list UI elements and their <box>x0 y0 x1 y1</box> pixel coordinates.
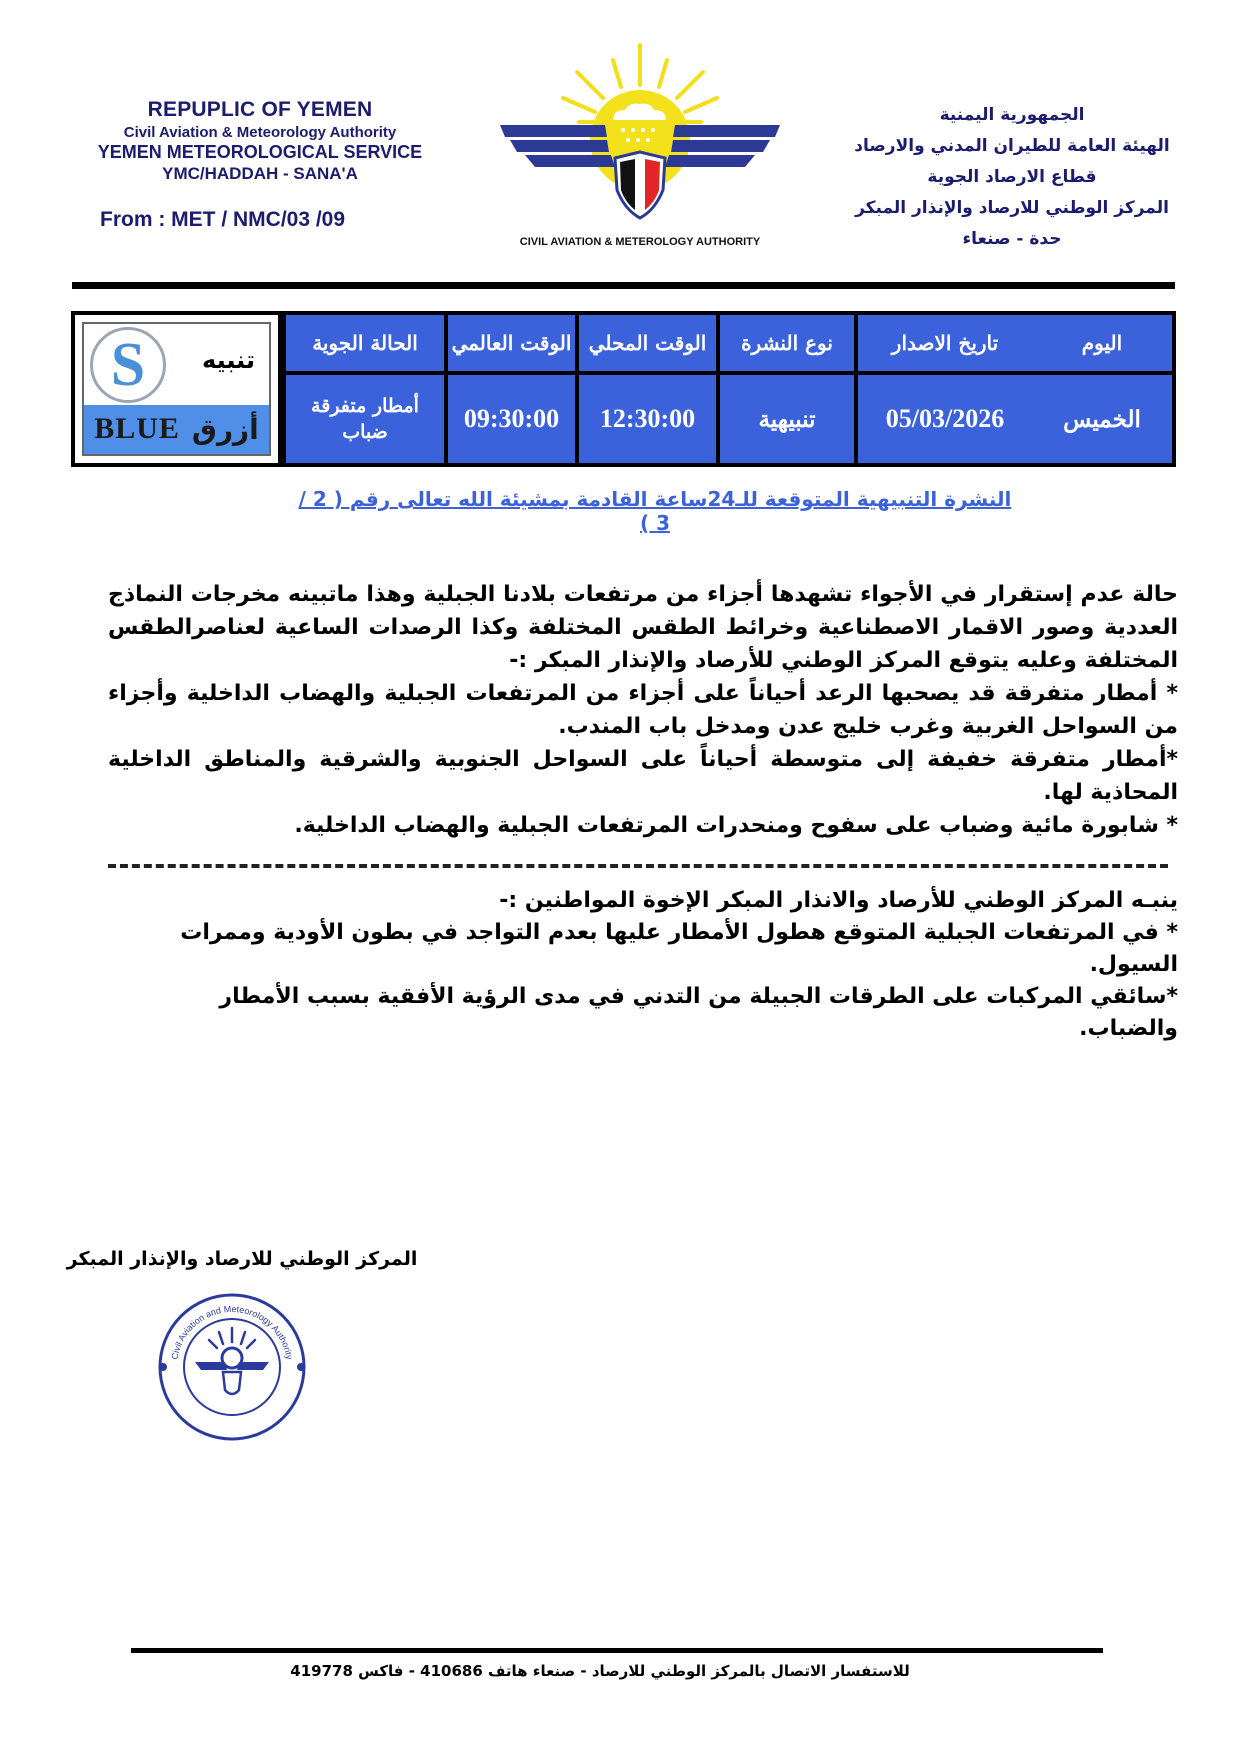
warning-intro: ينبـه المركز الوطني للأرصاد والانذار المبكر الإخوة المواطنين :- <box>499 888 1178 913</box>
authority-name: Civil Aviation & Meteorology Authority <box>123 124 397 141</box>
bulletin-title: النشرة التنبيهية المتوقعة للـ24ساعة القادمة بمشيئة الله تعالى رقم ( 2 / 3 ) <box>298 487 1012 535</box>
svg-text:Civil Aviation and Meteorology: Civil Aviation and Meteorology Authority <box>169 1303 295 1361</box>
column-header: تاريخ الاصدار <box>858 315 1032 375</box>
table-columns <box>282 315 1172 463</box>
official-stamp <box>155 1290 310 1445</box>
forecast-intro: حالة عدم إستقرار في الأجواء تشهدها أجزاء من مرتفعات بلادنا الجبلية وهذا ماتبينه مخرجات النماذج العددية وصور الاقمار الاصطناعية وخرائط الطقس المختلفة وكذا الرصدات الساعية لعناصرالطقس المختلفة وعليه يتوقع المركز الوطني للأرصاد والإنذار المبكر :- <box>108 582 1178 673</box>
country-name: REPUPLIC OF YEMEN <box>147 98 373 121</box>
footer-contact: للاستفسار الاتصال بالمركز الوطني للارصاد - صنعاء هاتف 410686 - فاكس 419778 <box>290 1662 910 1680</box>
warning-item: *سائقي المركبات على الطرقات الجبيلة من التدني في مدى الرؤية الأفقية بسبب الأمطار والضباب. <box>219 984 1178 1041</box>
header-arabic <box>842 100 1182 255</box>
warning-item: * في المرتفعات الجبلية المتوقع هطول الأمطار عليها بعدم التواجد في بطون الأودية وممرات السيول. <box>180 920 1178 977</box>
dashed-divider <box>108 864 1168 868</box>
column-weather-state <box>282 315 444 463</box>
column-value: تنبيهية <box>720 375 854 463</box>
alert-level-cell <box>75 315 282 463</box>
header-ar-line: الجمهورية اليمنية <box>939 105 1085 125</box>
alert-level-ar: أزرق <box>191 412 259 446</box>
forecast-item: * أمطار متفرقة قد يصحبها الرعد أحياناً على أجزاء من المرتفعات الجبلية والهضاب الداخلية وأجزاء من السواحل الغربية وغرب خليج عدن ومدخل باب المندب. <box>108 681 1178 739</box>
service-name: YEMEN METEOROLOGICAL SERVICE <box>97 142 423 162</box>
column-header: الوقت المحلي <box>579 315 716 375</box>
header-ar-line: المركز الوطني للارصاد والإنذار المبكر <box>855 198 1169 218</box>
forecast-item: *أمطار متفرقة خفيفة إلى متوسطة أحياناً على السواحل الجنوبية والشرقية والمناطق الداخلية المحاذية لها. <box>108 747 1178 805</box>
alert-badge <box>82 322 271 456</box>
column-day <box>1032 315 1172 463</box>
warning-section <box>180 885 1178 1045</box>
alert-level-en: BLUE <box>94 412 180 446</box>
forecast-body <box>108 578 1178 842</box>
signature-label: المركز الوطني للارصاد والإنذار المبكر <box>66 1248 418 1270</box>
svg-text:CIVIL AVIATION & METEROLOGY AU: CIVIL AVIATION & METEROLOGY AUTHORITY <box>519 236 761 248</box>
s-circle-icon: S <box>90 327 166 403</box>
location: YMC/HADDAH - SANA'A <box>162 164 358 183</box>
bulletin-table <box>71 311 1176 467</box>
column-header: الوقت العالمي <box>448 315 575 375</box>
column-value: الخميس <box>1032 375 1172 463</box>
header-english <box>70 98 450 232</box>
header-divider <box>72 282 1175 289</box>
column-header: اليوم <box>1032 315 1172 375</box>
forecast-item: * شابورة مائية وضباب على سفوح ومنحدرات المرتفعات الجبلية والهضاب الداخلية. <box>294 813 1178 838</box>
column-issue-date <box>854 315 1032 463</box>
column-utc-time <box>444 315 575 463</box>
column-bulletin-type <box>716 315 854 463</box>
from-reference: From : MET / NMC/03 /09 <box>100 208 346 231</box>
column-local-time <box>575 315 716 463</box>
header-ar-line: حدة - صنعاء <box>962 229 1062 249</box>
alert-label: تنبيه <box>202 346 255 374</box>
header-ar-line: قطاع الارصاد الجوية <box>927 167 1097 187</box>
header-ar-line: الهيئة العامة للطيران المدني والارصاد <box>854 136 1170 156</box>
column-value: 09:30:00 <box>448 375 575 463</box>
column-header: نوع النشرة <box>720 315 854 375</box>
column-header: الحالة الجوية <box>286 315 444 375</box>
footer-divider <box>131 1648 1103 1653</box>
authority-logo <box>495 40 785 255</box>
column-value: أمطار متفرقة ضباب <box>286 375 444 463</box>
column-value: 12:30:00 <box>579 375 716 463</box>
column-value: 05/03/2026 <box>858 375 1032 463</box>
